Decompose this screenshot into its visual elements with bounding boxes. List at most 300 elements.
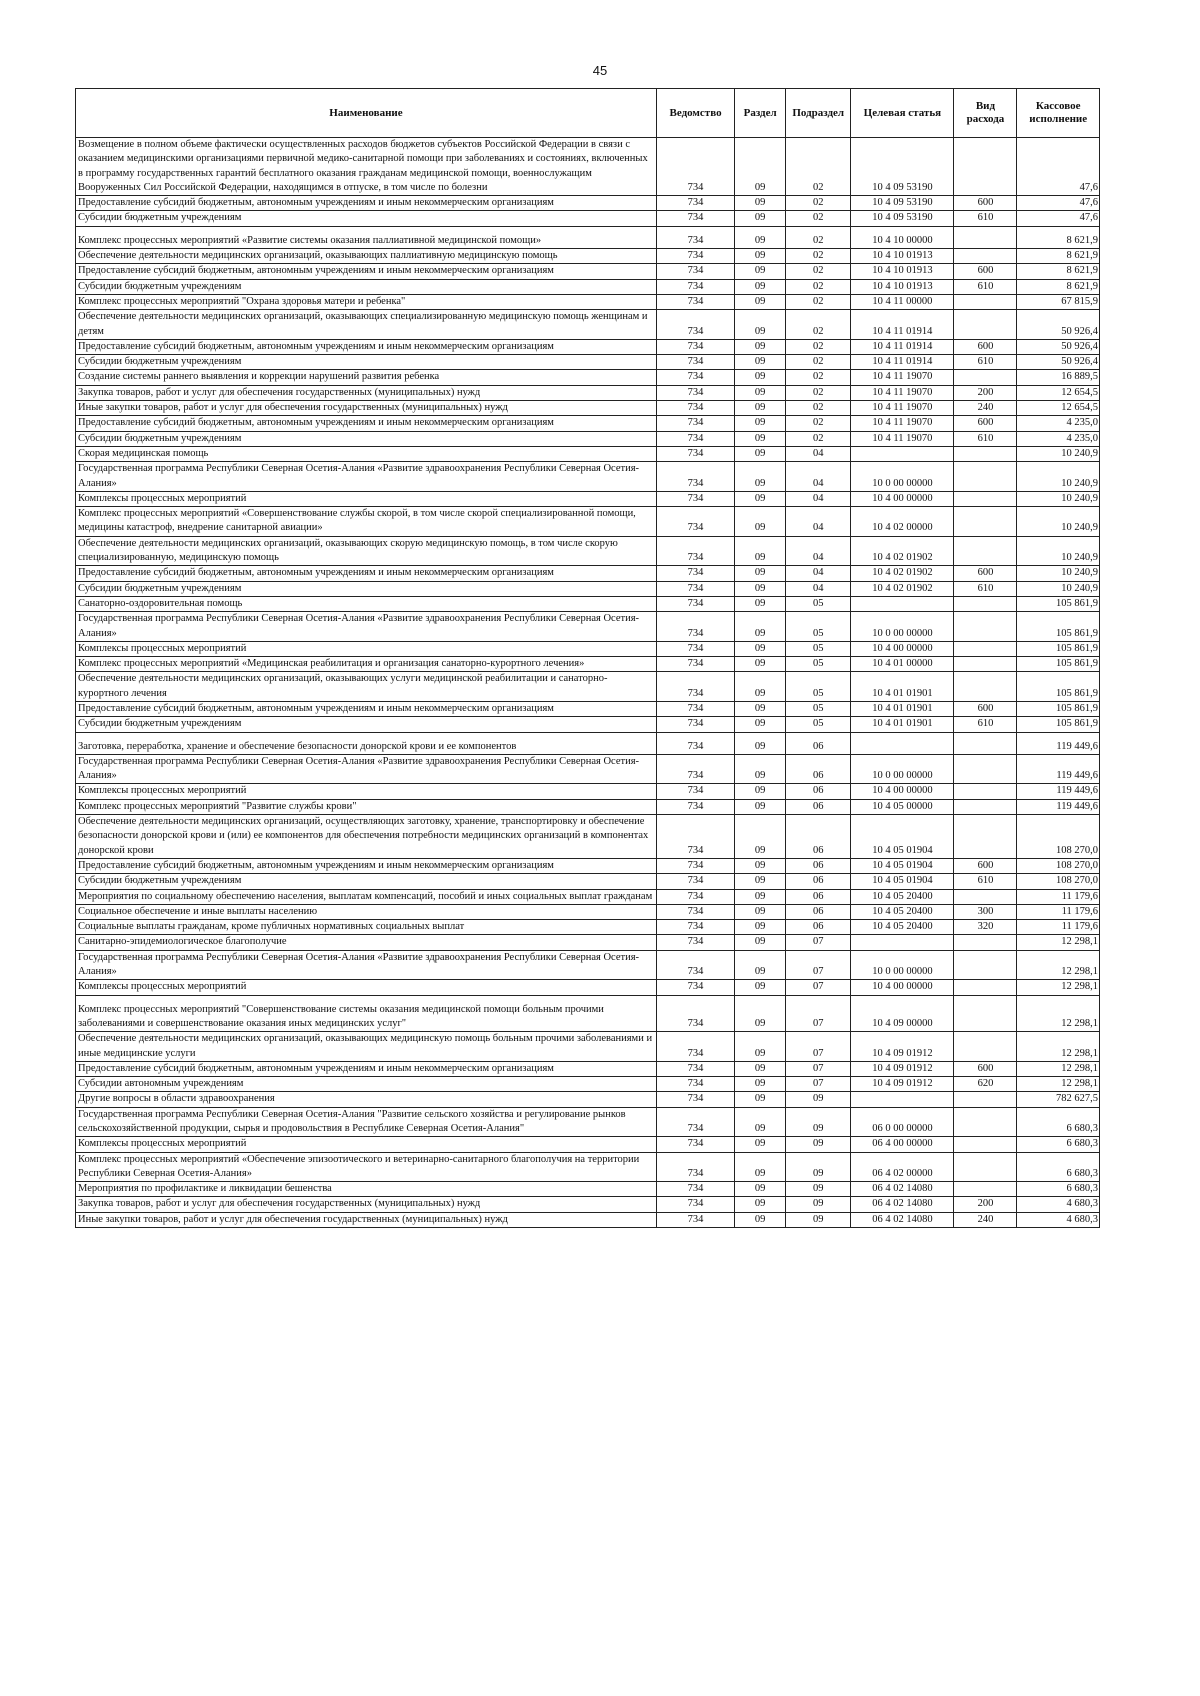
cell-dept: 734 [656,462,734,492]
table-row [76,799,1100,814]
cell-name: Санаторно-оздоровительная помощь [76,596,657,611]
table-row [76,339,1100,354]
cell-amount: 10 240,9 [1017,566,1100,581]
cell-target [851,732,954,754]
table-row [76,980,1100,995]
cell-section: 09 [735,1107,786,1137]
cell-dept: 734 [656,1152,734,1182]
cell-dept: 734 [656,446,734,461]
cell-target: 10 4 11 01914 [851,310,954,340]
cell-section: 09 [735,279,786,294]
cell-dept: 734 [656,612,734,642]
cell-target: 10 4 11 19070 [851,370,954,385]
cell-kind [954,596,1017,611]
cell-subsection: 06 [786,799,851,814]
cell-subsection: 06 [786,858,851,873]
cell-subsection: 06 [786,874,851,889]
table-row [76,536,1100,566]
cell-name: Субсидии бюджетным учреждениям [76,717,657,732]
cell-subsection: 09 [786,1137,851,1152]
cell-name: Комплекс процессных мероприятий "Развитие службы крови" [76,799,657,814]
cell-dept: 734 [656,401,734,416]
cell-target: 10 4 01 01901 [851,701,954,716]
cell-name: Мероприятия по профилактике и ликвидации бешенства [76,1182,657,1197]
table-row [76,138,1100,196]
header-section: Раздел [735,89,786,138]
cell-dept: 734 [656,416,734,431]
cell-amount: 11 179,6 [1017,904,1100,919]
cell-name: Комплексы процессных мероприятий [76,641,657,656]
cell-section: 09 [735,858,786,873]
cell-amount: 12 298,1 [1017,950,1100,980]
cell-amount: 12 298,1 [1017,1061,1100,1076]
table-row [76,1137,1100,1152]
header-name: Наименование [76,89,657,138]
cell-section: 09 [735,980,786,995]
cell-dept: 734 [656,566,734,581]
cell-name: Государственная программа Республики Северная Осетия-Алания «Развитие здравоохранения Республики Северная Осетия-Алания» [76,462,657,492]
cell-dept: 734 [656,264,734,279]
cell-kind [954,491,1017,506]
cell-subsection: 07 [786,980,851,995]
cell-amount: 105 861,9 [1017,596,1100,611]
cell-target: 10 0 00 00000 [851,612,954,642]
cell-amount: 4 235,0 [1017,431,1100,446]
cell-subsection: 04 [786,536,851,566]
table-row [76,226,1100,248]
cell-subsection: 07 [786,935,851,950]
cell-kind: 600 [954,1061,1017,1076]
cell-dept: 734 [656,935,734,950]
cell-subsection: 09 [786,1182,851,1197]
cell-amount: 12 298,1 [1017,1032,1100,1062]
cell-name: Предоставление субсидий бюджетным, автономным учреждениям и иным некоммерческим организациям [76,858,657,873]
table-row [76,701,1100,716]
cell-section: 09 [735,732,786,754]
cell-target: 10 4 10 01913 [851,279,954,294]
cell-kind: 600 [954,416,1017,431]
cell-target: 06 4 02 14080 [851,1182,954,1197]
cell-name: Комплекс процессных мероприятий «Медицинская реабилитация и организация санаторно-курортного лечения» [76,657,657,672]
cell-target: 10 4 00 00000 [851,641,954,656]
cell-name: Обеспечение деятельности медицинских организаций, оказывающих скорую медицинскую помощь, в том числе скорую специализированную, медицинскую помощь [76,536,657,566]
cell-amount: 8 621,9 [1017,279,1100,294]
cell-kind [954,980,1017,995]
cell-subsection: 07 [786,1061,851,1076]
cell-section: 09 [735,249,786,264]
cell-kind [954,507,1017,537]
cell-target: 10 4 05 00000 [851,799,954,814]
cell-amount: 12 298,1 [1017,935,1100,950]
cell-dept: 734 [656,701,734,716]
cell-amount: 6 680,3 [1017,1152,1100,1182]
cell-section: 09 [735,904,786,919]
cell-target: 10 4 00 00000 [851,491,954,506]
table-row [76,815,1100,859]
cell-target: 10 0 00 00000 [851,754,954,784]
cell-kind: 610 [954,874,1017,889]
cell-section: 09 [735,596,786,611]
cell-dept: 734 [656,784,734,799]
cell-target: 10 4 09 53190 [851,138,954,196]
cell-subsection: 02 [786,211,851,226]
cell-kind [954,446,1017,461]
cell-target: 10 4 00 00000 [851,980,954,995]
cell-section: 09 [735,754,786,784]
table-row [76,717,1100,732]
cell-amount: 4 235,0 [1017,416,1100,431]
cell-subsection: 06 [786,784,851,799]
cell-amount: 8 621,9 [1017,226,1100,248]
cell-section: 09 [735,799,786,814]
cell-kind [954,1152,1017,1182]
cell-kind [954,249,1017,264]
cell-target [851,446,954,461]
cell-dept: 734 [656,1061,734,1076]
cell-dept: 734 [656,717,734,732]
cell-dept: 734 [656,1092,734,1107]
cell-dept: 734 [656,815,734,859]
cell-amount: 10 240,9 [1017,507,1100,537]
cell-subsection: 02 [786,279,851,294]
cell-amount: 119 449,6 [1017,732,1100,754]
cell-dept: 734 [656,732,734,754]
cell-kind: 610 [954,211,1017,226]
header-dept: Ведомство [656,89,734,138]
cell-subsection: 06 [786,904,851,919]
cell-target: 10 4 05 01904 [851,815,954,859]
page-number: 45 [592,63,608,78]
table-row [76,566,1100,581]
cell-amount: 782 627,5 [1017,1092,1100,1107]
cell-section: 09 [735,310,786,340]
cell-name: Обеспечение деятельности медицинских организаций, оказывающих паллиативную медицинскую помощь [76,249,657,264]
cell-name: Комплекс процессных мероприятий "Совершенствование системы оказания медицинской помощи больным прочими заболеваниями и совершенствование оказания иных медицинских услуг" [76,995,657,1032]
cell-subsection: 07 [786,1077,851,1092]
cell-section: 09 [735,566,786,581]
cell-name: Заготовка, переработка, хранение и обеспечение безопасности донорской крови и ее компонентов [76,732,657,754]
cell-subsection: 02 [786,431,851,446]
cell-amount: 6 680,3 [1017,1107,1100,1137]
cell-target: 10 4 05 01904 [851,874,954,889]
cell-section: 09 [735,416,786,431]
cell-subsection: 02 [786,196,851,211]
cell-section: 09 [735,196,786,211]
cell-name: Комплекс процессных мероприятий "Охрана здоровья матери и ребенка" [76,294,657,309]
cell-name: Комплексы процессных мероприятий [76,1137,657,1152]
cell-amount: 6 680,3 [1017,1182,1100,1197]
cell-amount: 10 240,9 [1017,581,1100,596]
table-header-row [76,89,1100,138]
cell-target: 06 4 00 00000 [851,1137,954,1152]
cell-target: 10 4 05 01904 [851,858,954,873]
cell-name: Субсидии бюджетным учреждениям [76,874,657,889]
table-row [76,431,1100,446]
cell-kind: 200 [954,385,1017,400]
cell-target: 06 4 02 14080 [851,1212,954,1227]
cell-dept: 734 [656,904,734,919]
table-row [76,995,1100,1032]
cell-name: Другие вопросы в области здравоохранения [76,1092,657,1107]
cell-subsection: 02 [786,339,851,354]
cell-dept: 734 [656,138,734,196]
budget-table [75,88,1100,1228]
cell-name: Комплексы процессных мероприятий [76,491,657,506]
cell-section: 09 [735,491,786,506]
cell-section: 09 [735,1061,786,1076]
cell-target: 10 4 00 00000 [851,784,954,799]
cell-kind [954,1107,1017,1137]
cell-amount: 12 298,1 [1017,1077,1100,1092]
cell-section: 09 [735,935,786,950]
cell-subsection: 02 [786,264,851,279]
cell-target: 10 4 09 01912 [851,1032,954,1062]
cell-dept: 734 [656,491,734,506]
cell-kind [954,815,1017,859]
cell-name: Субсидии бюджетным учреждениям [76,355,657,370]
cell-target: 10 4 09 01912 [851,1061,954,1076]
table-row [76,249,1100,264]
cell-name: Предоставление субсидий бюджетным, автономным учреждениям и иным некоммерческим организациям [76,264,657,279]
cell-amount: 108 270,0 [1017,874,1100,889]
cell-name: Субсидии бюджетным учреждениям [76,581,657,596]
cell-kind [954,462,1017,492]
table-row [76,596,1100,611]
cell-subsection: 02 [786,355,851,370]
cell-section: 09 [735,1137,786,1152]
cell-subsection: 02 [786,385,851,400]
table-row [76,1182,1100,1197]
cell-amount: 105 861,9 [1017,672,1100,702]
cell-dept: 734 [656,1137,734,1152]
cell-section: 09 [735,1212,786,1227]
cell-kind: 610 [954,581,1017,596]
cell-amount: 67 815,9 [1017,294,1100,309]
cell-amount: 10 240,9 [1017,462,1100,492]
cell-name: Комплекс процессных мероприятий «Развитие системы оказания паллиативной медицинской помощи» [76,226,657,248]
cell-amount: 47,6 [1017,211,1100,226]
cell-amount: 11 179,6 [1017,920,1100,935]
cell-dept: 734 [656,536,734,566]
cell-subsection: 02 [786,370,851,385]
table-row [76,196,1100,211]
cell-kind [954,641,1017,656]
cell-target: 10 4 11 00000 [851,294,954,309]
cell-dept: 734 [656,339,734,354]
cell-dept: 734 [656,355,734,370]
cell-section: 09 [735,138,786,196]
cell-subsection: 06 [786,815,851,859]
cell-section: 09 [735,612,786,642]
cell-dept: 734 [656,370,734,385]
cell-section: 09 [735,536,786,566]
cell-amount: 105 861,9 [1017,612,1100,642]
cell-name: Создание системы раннего выявления и коррекции нарушений развития ребенка [76,370,657,385]
table-row [76,874,1100,889]
cell-target: 10 4 02 01902 [851,566,954,581]
cell-dept: 734 [656,385,734,400]
cell-kind [954,294,1017,309]
cell-target: 10 4 10 01913 [851,249,954,264]
cell-subsection: 04 [786,581,851,596]
cell-subsection: 09 [786,1107,851,1137]
cell-kind [954,995,1017,1032]
cell-dept: 734 [656,657,734,672]
cell-kind [954,226,1017,248]
cell-amount: 6 680,3 [1017,1137,1100,1152]
cell-subsection: 02 [786,226,851,248]
cell-amount: 12 298,1 [1017,995,1100,1032]
cell-section: 09 [735,446,786,461]
cell-amount: 8 621,9 [1017,249,1100,264]
cell-dept: 734 [656,874,734,889]
cell-dept: 734 [656,641,734,656]
cell-kind [954,732,1017,754]
cell-kind: 620 [954,1077,1017,1092]
cell-target: 10 4 11 19070 [851,401,954,416]
cell-target: 10 4 02 01902 [851,581,954,596]
cell-subsection: 05 [786,612,851,642]
cell-kind [954,784,1017,799]
cell-amount: 50 926,4 [1017,310,1100,340]
cell-subsection: 09 [786,1092,851,1107]
cell-name: Государственная программа Республики Северная Осетия-Алания "Развитие сельского хозяйства и регулирование рынков сельскохозяйственной продукции, сырья и продовольствия в Республике Северная Осетия-Алания" [76,1107,657,1137]
cell-amount: 108 270,0 [1017,815,1100,859]
cell-name: Закупка товаров, работ и услуг для обеспечения государственных (муниципальных) нужд [76,385,657,400]
cell-subsection: 04 [786,491,851,506]
cell-amount: 108 270,0 [1017,858,1100,873]
cell-target: 10 4 11 01914 [851,355,954,370]
cell-target [851,596,954,611]
cell-kind: 600 [954,264,1017,279]
table-row [76,446,1100,461]
table-row [76,507,1100,537]
cell-subsection: 06 [786,732,851,754]
table-row [76,920,1100,935]
cell-kind [954,612,1017,642]
cell-kind [954,1032,1017,1062]
cell-name: Обеспечение деятельности медицинских организаций, осуществляющих заготовку, хранение, транспортировку и обеспечение безопасности донорской крови и (или) ее компонентов для обеспечения потребности медицинских организаций в компонентах донорской крови [76,815,657,859]
cell-kind [954,310,1017,340]
cell-name: Иные закупки товаров, работ и услуг для обеспечения государственных (муниципальных) нужд [76,1212,657,1227]
cell-dept: 734 [656,581,734,596]
table-row [76,211,1100,226]
cell-amount: 12 654,5 [1017,401,1100,416]
cell-target: 10 4 11 19070 [851,431,954,446]
cell-name: Предоставление субсидий бюджетным, автономным учреждениям и иным некоммерческим организациям [76,1061,657,1076]
cell-amount: 4 680,3 [1017,1212,1100,1227]
cell-section: 09 [735,1182,786,1197]
cell-kind: 300 [954,904,1017,919]
cell-target: 10 0 00 00000 [851,950,954,980]
cell-dept: 734 [656,1032,734,1062]
cell-target [851,1092,954,1107]
table-row [76,294,1100,309]
table-row [76,1107,1100,1137]
cell-subsection: 05 [786,657,851,672]
cell-dept: 734 [656,672,734,702]
cell-target: 10 4 05 20400 [851,889,954,904]
cell-name: Предоставление субсидий бюджетным, автономным учреждениям и иным некоммерческим организациям [76,701,657,716]
cell-section: 09 [735,294,786,309]
cell-name: Государственная программа Республики Северная Осетия-Алания «Развитие здравоохранения Республики Северная Осетия-Алания» [76,612,657,642]
cell-amount: 119 449,6 [1017,784,1100,799]
cell-kind [954,1182,1017,1197]
table-row [76,1092,1100,1107]
cell-subsection: 04 [786,462,851,492]
cell-kind [954,1137,1017,1152]
cell-subsection: 07 [786,995,851,1032]
cell-name: Закупка товаров, работ и услуг для обеспечения государственных (муниципальных) нужд [76,1197,657,1212]
cell-name: Социальное обеспечение и иные выплаты населению [76,904,657,919]
cell-subsection: 09 [786,1197,851,1212]
cell-section: 09 [735,950,786,980]
cell-dept: 734 [656,1077,734,1092]
cell-section: 09 [735,581,786,596]
cell-target: 10 4 11 19070 [851,416,954,431]
cell-section: 09 [735,815,786,859]
cell-amount: 47,6 [1017,138,1100,196]
cell-subsection: 02 [786,401,851,416]
cell-amount: 10 240,9 [1017,491,1100,506]
cell-name: Субсидии бюджетным учреждениям [76,279,657,294]
cell-subsection: 05 [786,672,851,702]
header-kind: Вид расхода [954,89,1017,138]
cell-name: Субсидии автономным учреждениям [76,1077,657,1092]
table-row [76,491,1100,506]
cell-section: 09 [735,920,786,935]
cell-target: 10 4 02 01902 [851,536,954,566]
cell-section: 09 [735,226,786,248]
cell-section: 09 [735,1077,786,1092]
cell-amount: 105 861,9 [1017,657,1100,672]
cell-name: Обеспечение деятельности медицинских организаций, оказывающих услуги медицинской реабилитации и санаторно-курортного лечения [76,672,657,702]
cell-dept: 734 [656,431,734,446]
cell-name: Предоставление субсидий бюджетным, автономным учреждениям и иным некоммерческим организациям [76,416,657,431]
cell-amount: 12 298,1 [1017,980,1100,995]
cell-section: 09 [735,784,786,799]
cell-name: Комплекс процессных мероприятий «Совершенствование службы скорой, в том числе скорой специализированной помощи, медицины катастроф, внедрение санитарной авиации» [76,507,657,537]
cell-kind: 600 [954,566,1017,581]
cell-target: 10 4 01 01901 [851,672,954,702]
cell-target: 10 4 02 00000 [851,507,954,537]
cell-dept: 734 [656,950,734,980]
cell-amount: 16 889,5 [1017,370,1100,385]
cell-section: 09 [735,401,786,416]
cell-dept: 734 [656,294,734,309]
cell-target: 10 4 11 01914 [851,339,954,354]
table-row [76,581,1100,596]
cell-section: 09 [735,1092,786,1107]
cell-kind [954,657,1017,672]
table-row [76,1032,1100,1062]
cell-section: 09 [735,657,786,672]
cell-name: Обеспечение деятельности медицинских организаций, оказывающих медицинскую помощь больным прочими заболеваниями и иные медицинские услуги [76,1032,657,1062]
cell-subsection: 02 [786,249,851,264]
cell-kind [954,672,1017,702]
cell-section: 09 [735,889,786,904]
cell-amount: 10 240,9 [1017,446,1100,461]
cell-name: Комплекс процессных мероприятий «Обеспечение эпизоотического и ветеринарно-санитарного благополучия на территории Республики Северная Осетия-Алания» [76,1152,657,1182]
cell-dept: 734 [656,889,734,904]
cell-target: 10 4 05 20400 [851,904,954,919]
table-row [76,279,1100,294]
cell-kind: 240 [954,401,1017,416]
table-row [76,732,1100,754]
cell-kind: 600 [954,701,1017,716]
table-row [76,784,1100,799]
cell-subsection: 05 [786,596,851,611]
